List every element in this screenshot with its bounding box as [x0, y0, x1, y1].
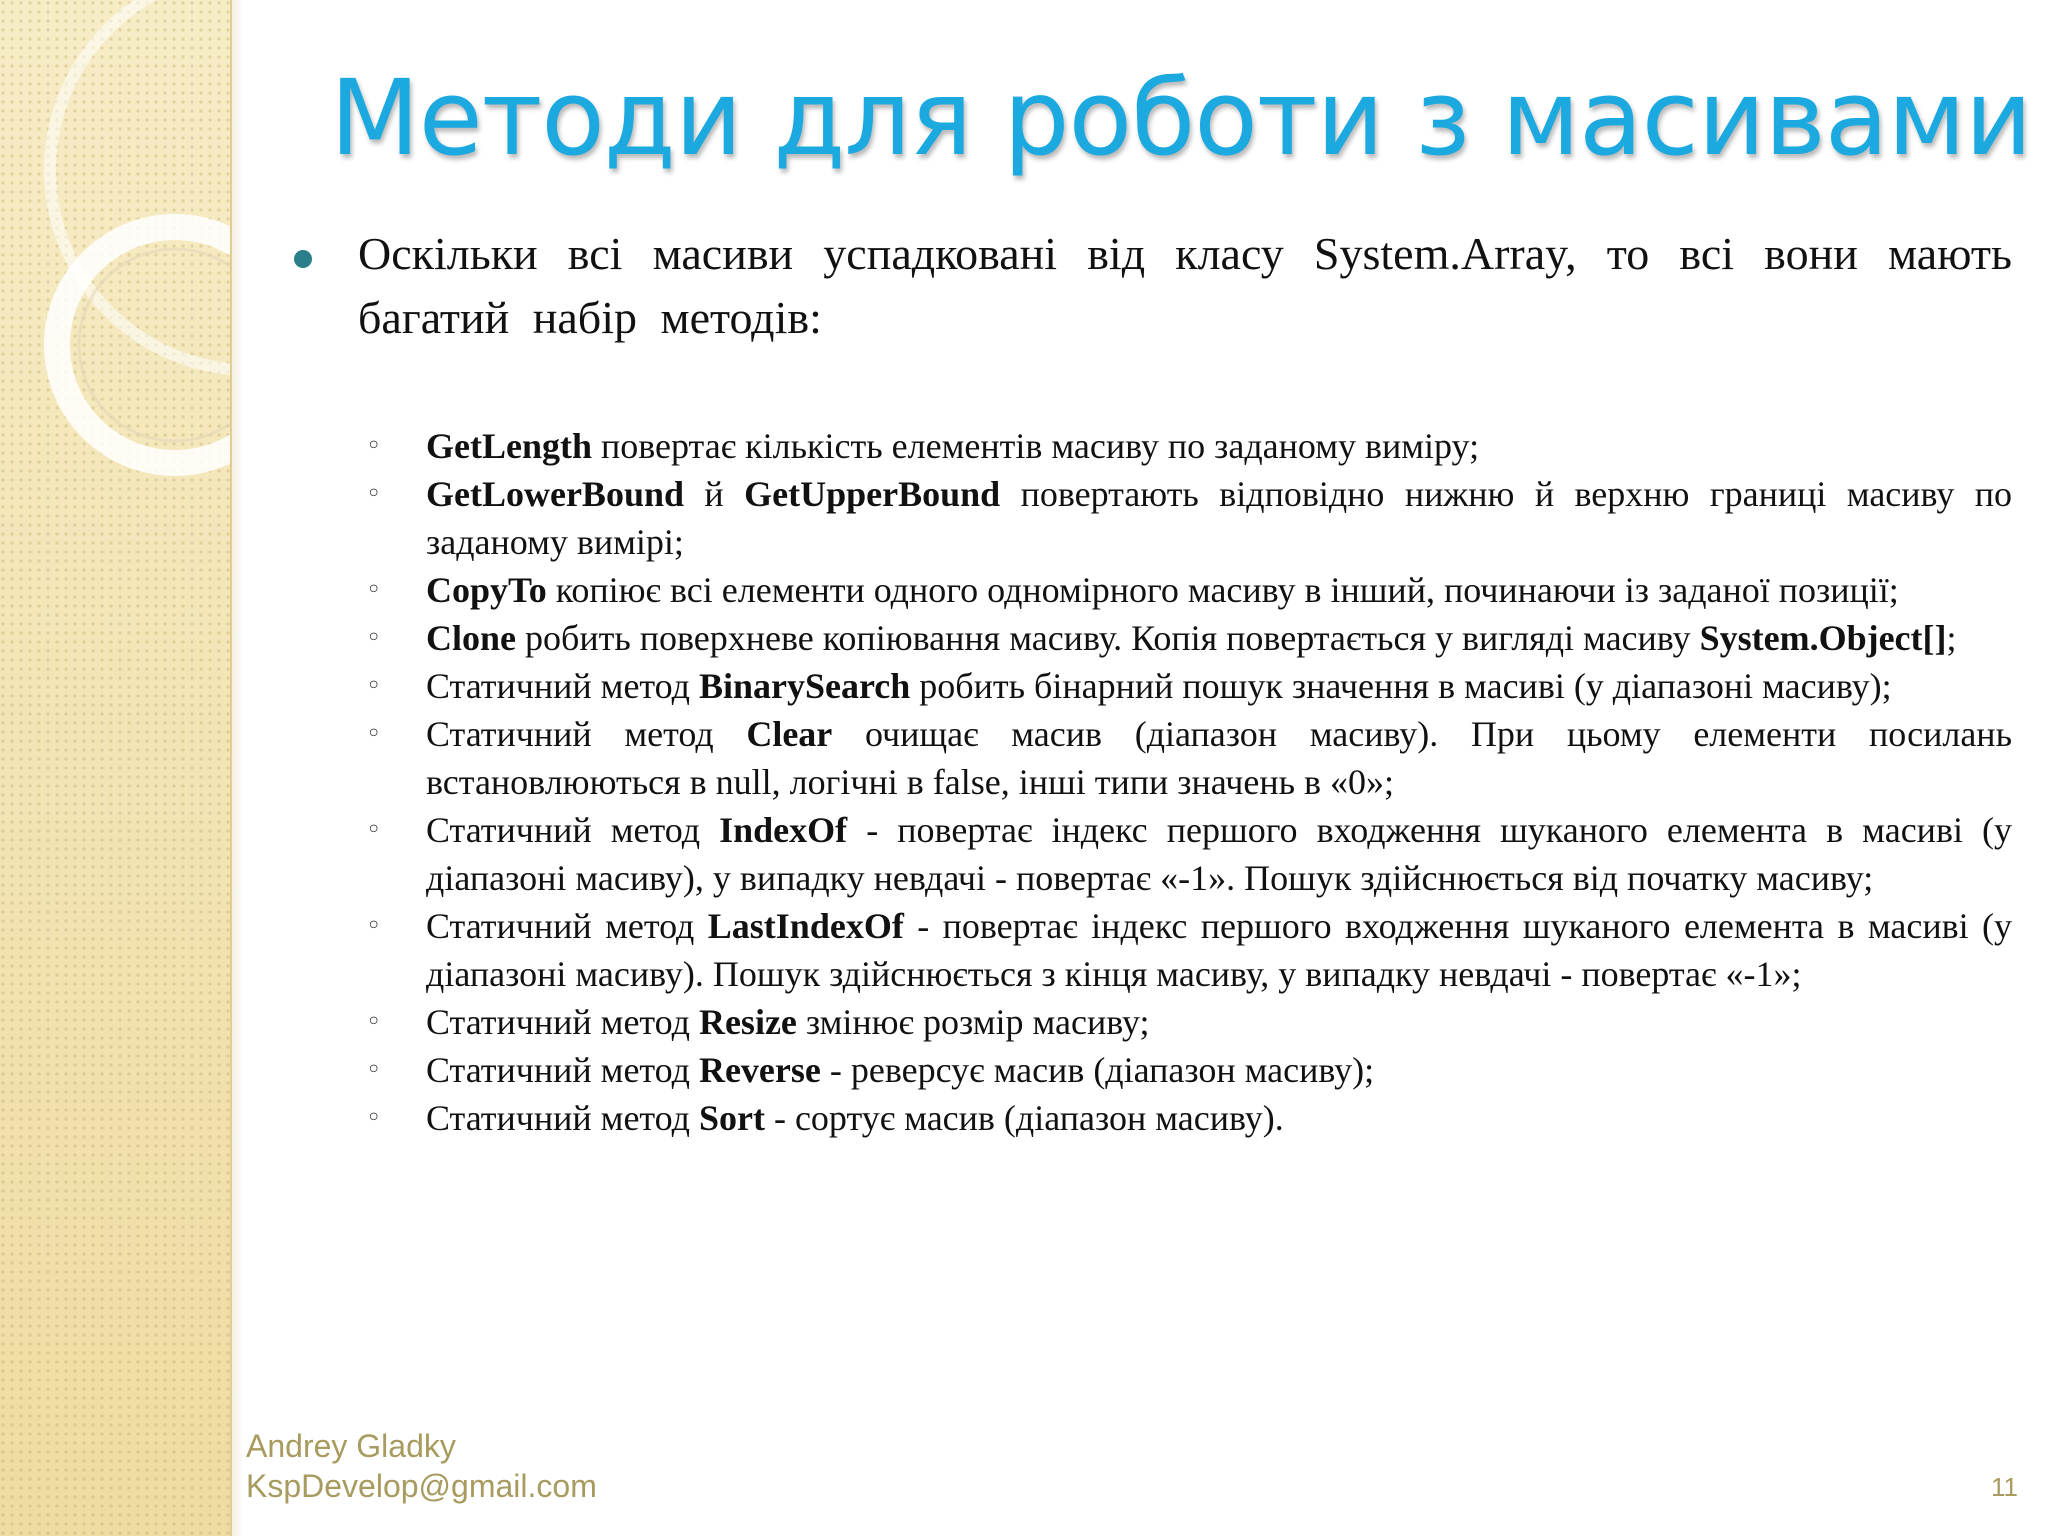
list-item — [366, 422, 2012, 470]
list-marker-icon: ◦ — [366, 479, 382, 509]
intro-paragraph — [294, 222, 2012, 350]
item-text: змінює розмір масиву; — [796, 1002, 1150, 1042]
list-marker-icon: ◦ — [366, 671, 382, 701]
sidebar-shadow — [230, 0, 244, 1536]
item-text: копіює всі елементи одного одномірного масиву в інший, починаючи із заданої позиції; — [546, 570, 1899, 610]
item-text: робить поверхневе копіювання масиву. Копія повертається у вигляді масиву — [516, 618, 1700, 658]
list-marker-icon: ◦ — [366, 575, 382, 605]
item-text: Статичний метод — [426, 906, 708, 946]
list-item — [366, 1046, 2012, 1094]
footer-author — [246, 1426, 597, 1506]
method-name: Clone — [426, 618, 516, 658]
item-text: Статичний метод — [426, 714, 747, 754]
intro-text: Оскільки всі масиви успадковані від класу System.Array, то всі вони мають багатий набір методів: — [358, 228, 2012, 343]
item-text: Статичний метод — [426, 1098, 699, 1138]
method-name: Resize — [698, 1002, 797, 1042]
list-item — [366, 1094, 2012, 1142]
item-text: - повертає індекс першого входження шуканого елемента в масиві (у діапазоні масиву), у випадку невдачі - повертає «-1». Пошук здійснюється від початку масиву; — [426, 810, 2013, 898]
method-name: Clear — [746, 714, 833, 754]
decorative-sidebar — [0, 0, 232, 1536]
list-item — [366, 710, 2012, 806]
item-text: повертає кількість елементів масиву по заданому виміру; — [592, 426, 1480, 466]
list-item — [366, 662, 2012, 710]
item-text: Статичний метод — [426, 810, 720, 850]
method-name: Reverse — [698, 1050, 821, 1090]
method-name: GetUpperBound — [744, 474, 1001, 514]
list-item — [366, 806, 2012, 902]
item-text: Статичний метод — [426, 1050, 699, 1090]
list-marker-icon: ◦ — [366, 1103, 382, 1133]
item-text: - сортує масив (діапазон масиву). — [764, 1098, 1284, 1138]
list-marker-icon: ◦ — [366, 1055, 382, 1085]
method-name: IndexOf — [719, 810, 848, 850]
item-text: - повертає індекс першого входження шуканого елемента в масиві (у діапазоні масиву). Пошук здійснюється з кінця масиву, у випадку невдачі - повертає «-1»; — [426, 906, 2013, 994]
list-marker-icon: ◦ — [366, 719, 382, 749]
item-text: ; — [1946, 618, 1957, 658]
author-name: Andrey Gladky — [246, 1428, 456, 1464]
slide-title: Методи для роботи з масивами — [330, 57, 2032, 179]
page-number: 11 — [1991, 1472, 2018, 1502]
list-item — [366, 902, 2012, 998]
item-text: Статичний метод — [426, 1002, 699, 1042]
item-text: робить бінарний пошук значення в масиві (у діапазоні масиву); — [910, 666, 1892, 706]
item-text: й — [684, 474, 745, 514]
methods-list — [366, 422, 2012, 1142]
item-text: повертають відповідно нижню й верхню границі масиву по заданому вимірі; — [426, 474, 2012, 562]
method-name: GetLength — [426, 426, 592, 466]
method-name: LastIndexOf — [707, 906, 904, 946]
item-text: Статичний метод — [426, 666, 699, 706]
list-item — [366, 470, 2012, 566]
method-name: GetLowerBound — [426, 474, 685, 514]
bullet-icon — [294, 250, 312, 268]
list-marker-icon: ◦ — [366, 815, 382, 845]
author-email: KspDevelop@gmail.com — [246, 1468, 597, 1504]
decorative-rings — [0, 0, 232, 620]
item-text: - реверсує масив (діапазон масиву); — [820, 1050, 1375, 1090]
method-name: BinarySearch — [698, 666, 911, 706]
list-item — [366, 614, 2012, 662]
list-marker-icon: ◦ — [366, 911, 382, 941]
list-marker-icon: ◦ — [366, 431, 382, 461]
method-name: CopyTo — [426, 570, 547, 610]
list-marker-icon: ◦ — [366, 1007, 382, 1037]
method-name: System.Object[] — [1699, 618, 1947, 658]
list-item — [366, 998, 2012, 1046]
list-marker-icon: ◦ — [366, 623, 382, 653]
item-text: очищає масив (діапазон масиву). При цьому елементи посилань встановлюються в null, логічні в false, інші типи значень в «0»; — [426, 714, 2012, 802]
method-name: Sort — [698, 1098, 765, 1138]
list-item — [366, 566, 2012, 614]
